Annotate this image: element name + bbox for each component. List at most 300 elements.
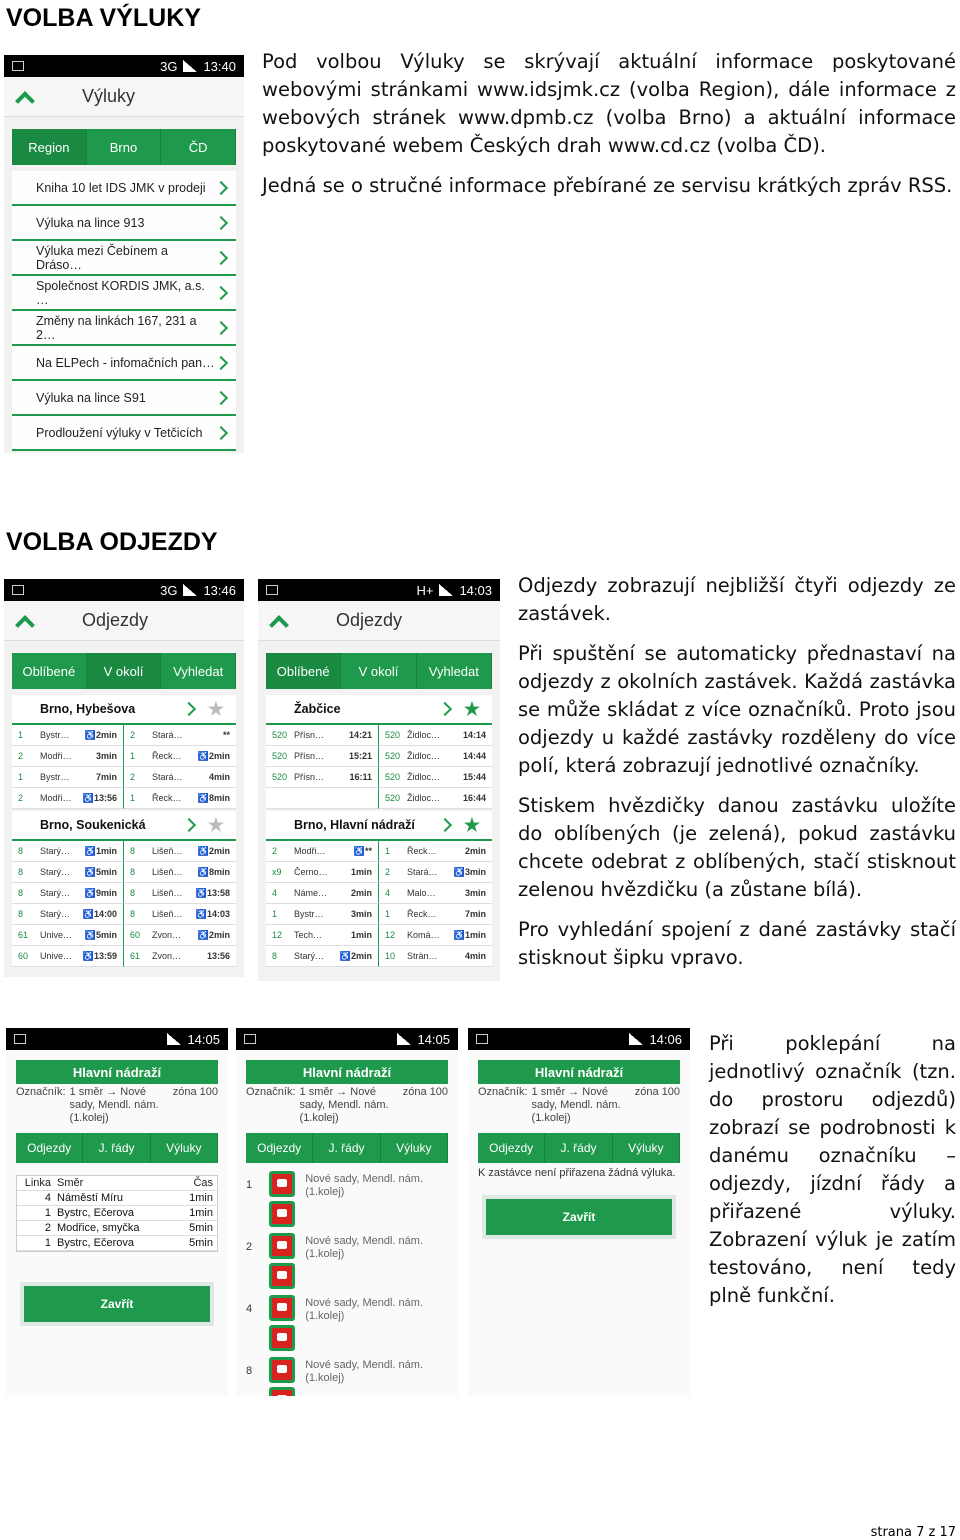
- line-number: 1: [18, 772, 24, 782]
- line-number: 520: [272, 751, 288, 761]
- info-label: Označník:: [478, 1086, 528, 1098]
- tab-vyluky[interactable]: Výluky: [151, 1133, 218, 1163]
- tab-bar: [266, 653, 492, 689]
- notification-icon: [476, 1034, 488, 1044]
- destination: Řeck…: [152, 793, 182, 803]
- line-number: 8: [18, 846, 24, 856]
- departure-cell[interactable]: [124, 746, 236, 767]
- phone-screenshot-odjezdy-okoli: [4, 579, 244, 977]
- line-number: 520: [272, 772, 288, 782]
- clock: 14:03: [459, 582, 492, 598]
- line-number: 4: [272, 888, 278, 898]
- line-number: 1: [130, 793, 136, 803]
- chevron-right-icon: [214, 390, 228, 404]
- up-arrow-icon[interactable]: [15, 615, 35, 635]
- departure-time: ♿13:58: [195, 887, 230, 898]
- line-number: 1: [272, 909, 278, 919]
- departure-time: ♿2min: [84, 729, 117, 740]
- departure-cell[interactable]: [12, 767, 124, 788]
- table-row: [17, 1221, 217, 1236]
- line-number: 2: [272, 846, 278, 856]
- departure-time: 5min: [189, 1222, 213, 1234]
- timetable-icons: [269, 1171, 295, 1227]
- up-arrow-icon[interactable]: [269, 615, 289, 635]
- destination: Židloc…: [407, 751, 441, 761]
- departure-cell[interactable]: [266, 788, 379, 809]
- departure-cell[interactable]: [266, 746, 379, 767]
- signal-icon: [397, 1033, 411, 1045]
- departure-time: ♿14:03: [195, 908, 230, 919]
- paragraph: Pod volbou Výluky se skrývají aktuální informace poskytované webovými stránkami www.idsjmk.cz (volba Region), dále informace z webových stránek www.dpmb.cz (volba Brno) a aktuální informace poskytované webem Českých drah www.cd.cz (volba ČD).: [262, 50, 956, 157]
- bus-icon[interactable]: [269, 1357, 295, 1383]
- modal-title: Hlavní nádraží: [16, 1060, 218, 1084]
- info-label: Označník:: [16, 1086, 66, 1098]
- clock: 14:06: [649, 1031, 682, 1047]
- stop-header[interactable]: [266, 695, 492, 725]
- departure-cell[interactable]: [12, 946, 124, 967]
- departure-grid[interactable]: [266, 725, 492, 809]
- departure-cell[interactable]: [12, 788, 124, 809]
- list-item-label: Výluka mezi Čebínem a Dráso…: [36, 243, 169, 272]
- destination: Řeck…: [152, 751, 182, 761]
- tab-v-okoli[interactable]: V okolí: [341, 653, 416, 689]
- departure-cell[interactable]: [124, 925, 236, 946]
- departure-time: ♿2min: [197, 845, 230, 856]
- line-number: 2: [246, 1241, 253, 1253]
- departure-time: ♿2min: [339, 950, 372, 961]
- destination: Židloc…: [407, 772, 441, 782]
- departure-cell[interactable]: [124, 883, 236, 904]
- info-zone: zóna 100: [402, 1086, 448, 1098]
- destination: Řeck…: [407, 909, 437, 919]
- departure-cell[interactable]: [266, 904, 379, 925]
- timetable-item[interactable]: [246, 1357, 448, 1396]
- destination: Modři…: [40, 751, 72, 761]
- notification-icon: [244, 1034, 256, 1044]
- info-direction: 1 směr → Nové sady, Mendl. nám. (1.kolej): [299, 1086, 389, 1124]
- clock: 13:40: [203, 58, 236, 74]
- departure-cell[interactable]: [379, 904, 492, 925]
- tab-vyluky[interactable]: Výluky: [381, 1133, 448, 1163]
- line-number: 2: [130, 772, 136, 782]
- destination: Unive…: [40, 951, 73, 961]
- phone-screenshot-vyluky: [4, 55, 244, 453]
- tab-cd[interactable]: ČD: [161, 129, 236, 165]
- departure-time: ♿2min: [197, 750, 230, 761]
- departure-cell[interactable]: [12, 841, 124, 862]
- direction-description: Nové sady, Mendl. nám. (1.kolej): [305, 1359, 423, 1384]
- destination: Tech…: [294, 930, 323, 940]
- list-item[interactable]: [12, 346, 236, 381]
- departure-cell[interactable]: [12, 904, 124, 925]
- departure-cell[interactable]: [124, 788, 236, 809]
- no-outage-message: K zastávce není přiřazena žádná výluka.: [478, 1167, 676, 1179]
- tab-j-rady[interactable]: J. řády: [545, 1133, 612, 1163]
- line-number: 2: [130, 730, 136, 740]
- direction: Bystrc, Ečerova: [57, 1207, 135, 1219]
- direction: Náměstí Míru: [57, 1192, 124, 1204]
- section-heading-vyluky: VOLBA VÝLUKY: [6, 4, 201, 32]
- destination: Starý…: [40, 888, 71, 898]
- line-number: 8: [18, 888, 24, 898]
- departure-cell[interactable]: [379, 725, 492, 746]
- bus-icon[interactable]: [269, 1295, 295, 1321]
- tab-oblibene[interactable]: Oblíbené: [12, 653, 87, 689]
- list-item-label: Společnost KORDIS JMK, a.s. …: [36, 278, 205, 307]
- departure-cell[interactable]: [266, 841, 379, 862]
- app-title: Výluky: [82, 86, 136, 106]
- line-number: 1: [44, 1237, 51, 1249]
- direction-description: Nové sady, Mendl. nám. (1.kolej): [305, 1235, 423, 1260]
- network-indicator: 3G: [160, 58, 178, 74]
- paragraph: Pro vyhledání spojení z dané zastávky stačí stisknout šipku vpravo.: [518, 918, 956, 969]
- departure-time: 14:21: [348, 730, 372, 740]
- tab-vyluky[interactable]: Výluky: [613, 1133, 680, 1163]
- destination: Řeck…: [407, 846, 437, 856]
- chevron-right-icon: [214, 180, 228, 194]
- departure-cell[interactable]: [12, 725, 124, 746]
- destination: Náme…: [294, 888, 328, 898]
- departure-cell[interactable]: [12, 862, 124, 883]
- departure-time: ♿8min: [197, 866, 230, 877]
- timetable-item[interactable]: [246, 1233, 448, 1295]
- column-header: Směr: [57, 1177, 84, 1189]
- destination: Přísn…: [294, 751, 325, 761]
- chevron-right-icon[interactable]: [438, 702, 452, 716]
- destination: Starý…: [40, 846, 71, 856]
- departure-time: ♿**: [353, 845, 372, 856]
- tab-vyhledat[interactable]: Vyhledat: [161, 653, 236, 689]
- list-item-label: Na ELPech - infomačních pan…: [36, 355, 215, 370]
- line-number: 60: [18, 951, 29, 961]
- line-number: 520: [385, 730, 401, 740]
- page-number: strana 7 z 17: [870, 1525, 956, 1540]
- timetable-icons: [269, 1357, 295, 1396]
- list-item[interactable]: [12, 381, 236, 416]
- tab-brno[interactable]: Brno: [87, 129, 162, 165]
- close-button[interactable]: Zavřít: [20, 1282, 214, 1326]
- up-arrow-icon[interactable]: [15, 91, 35, 111]
- line-number: 1: [44, 1207, 51, 1219]
- departure-time: 15:21: [348, 751, 372, 761]
- departure-time: 15:44: [462, 772, 486, 782]
- phone-screenshot-detail-odjezdy: [6, 1028, 228, 1396]
- departure-time: 2min: [464, 846, 486, 856]
- departure-cell[interactable]: [124, 904, 236, 925]
- departure-time: ♿2min: [197, 929, 230, 940]
- network-indicator: H+: [416, 582, 434, 598]
- line-number: 520: [385, 751, 401, 761]
- chevron-right-icon: [214, 425, 228, 439]
- chevron-right-icon[interactable]: [182, 702, 196, 716]
- destination: Bystr…: [294, 909, 324, 919]
- tab-odjezdy[interactable]: Odjezdy: [478, 1133, 545, 1163]
- destination: Starý…: [40, 867, 71, 877]
- departure-cell[interactable]: [379, 841, 492, 862]
- line-number: 2: [18, 793, 24, 803]
- bus-icon[interactable]: [269, 1263, 295, 1289]
- destination: Bystr…: [40, 772, 70, 782]
- departure-time: ♿1min: [453, 929, 486, 940]
- line-number: 2: [44, 1222, 51, 1234]
- departure-cell[interactable]: [266, 767, 379, 788]
- info-direction: 1 směr → Nové sady, Mendl. nám. (1.kolej): [531, 1086, 621, 1124]
- destination: Černo…: [294, 867, 328, 877]
- chevron-right-icon: [214, 250, 228, 264]
- line-number: 4: [385, 888, 391, 898]
- departure-time: ♿5min: [84, 866, 117, 877]
- departure-grid[interactable]: [12, 725, 236, 809]
- chevron-right-icon[interactable]: [438, 818, 452, 832]
- section3-text: [709, 1030, 956, 1322]
- line-number: 8: [130, 867, 136, 877]
- line-number: 1: [130, 751, 136, 761]
- line-number: 12: [385, 930, 396, 940]
- departure-cell[interactable]: [124, 767, 236, 788]
- stop-name: Brno, Hybešova: [40, 702, 136, 716]
- departure-time: 14:14: [462, 730, 486, 740]
- paragraph: Jedná se o stručné informace přebírané ze servisu krátkých zpráv RSS.: [262, 174, 953, 197]
- list-item[interactable]: [12, 241, 236, 276]
- bus-icon[interactable]: [269, 1387, 295, 1396]
- departure-cell[interactable]: [266, 862, 379, 883]
- signal-icon: [167, 1033, 181, 1045]
- destination: Malo…: [407, 888, 436, 898]
- destination: Židloc…: [407, 730, 441, 740]
- departure-time: 16:44: [462, 793, 486, 803]
- line-number: 8: [130, 846, 136, 856]
- departure-time: 4min: [208, 772, 230, 782]
- list-item-label: Výluka na lince 913: [36, 215, 145, 230]
- destination: Modři…: [40, 793, 72, 803]
- app-header: [4, 601, 244, 641]
- info-direction: 1 směr → Nové sady, Mendl. nám. (1.kolej): [69, 1086, 159, 1124]
- favorite-star-icon[interactable]: ★: [463, 698, 480, 719]
- chevron-right-icon: [214, 355, 228, 369]
- modal-title: Hlavní nádraží: [246, 1060, 448, 1084]
- departure-time: ♿1min: [84, 845, 117, 856]
- clock: 13:46: [203, 582, 236, 598]
- direction: Bystrc, Ečerova: [57, 1237, 135, 1249]
- section2-text: [518, 572, 956, 984]
- paragraph: Při spuštění se automaticky přednastaví na odjezdy z okolních zastávek. Každá zastávka se může skládat z více označníků. Proto jsou odjezdy u každé zastávky rozděleny do více polí, která zobrazují jednotlivé označníky.: [518, 642, 956, 777]
- status-bar: [6, 1028, 228, 1050]
- departure-cell[interactable]: [266, 925, 379, 946]
- line-number: 8: [272, 951, 278, 961]
- departure-time: 4min: [464, 951, 486, 961]
- line-number: 10: [385, 951, 396, 961]
- network-indicator: 3G: [160, 582, 178, 598]
- destination: Lišeň…: [152, 909, 183, 919]
- tab-region[interactable]: Region: [12, 129, 87, 165]
- line-number: 12: [272, 930, 283, 940]
- line-number: 8: [130, 909, 136, 919]
- line-number: 520: [385, 793, 401, 803]
- departure-cell[interactable]: [12, 883, 124, 904]
- bus-icon[interactable]: [269, 1201, 295, 1227]
- stop-header[interactable]: [12, 811, 236, 841]
- departure-time: ♿9min: [84, 887, 117, 898]
- clock: 14:05: [187, 1031, 220, 1047]
- departure-cell[interactable]: [379, 883, 492, 904]
- departure-cell[interactable]: [379, 767, 492, 788]
- timetable-item[interactable]: [246, 1171, 448, 1233]
- timetable-item[interactable]: [246, 1295, 448, 1357]
- tab-j-rady[interactable]: J. řády: [313, 1133, 380, 1163]
- chevron-right-icon[interactable]: [182, 818, 196, 832]
- chevron-right-icon: [214, 215, 228, 229]
- destination: Bystr…: [40, 730, 70, 740]
- stop-name: Brno, Hlavní nádraží: [294, 818, 415, 832]
- departure-time: 13:56: [206, 951, 230, 961]
- close-button[interactable]: Zavřít: [482, 1195, 676, 1239]
- list-item[interactable]: [12, 206, 236, 241]
- bus-icon[interactable]: [269, 1325, 295, 1351]
- bus-icon[interactable]: [269, 1171, 295, 1197]
- destination: Starý…: [40, 909, 71, 919]
- app-title: Odjezdy: [82, 610, 149, 630]
- destination: Unive…: [40, 930, 73, 940]
- destination: Starý…: [294, 951, 325, 961]
- notification-icon: [12, 585, 24, 595]
- line-number: 1: [246, 1179, 253, 1191]
- app-title: Odjezdy: [336, 610, 403, 630]
- departure-time: 3min: [350, 909, 372, 919]
- departure-time: 1min: [350, 867, 372, 877]
- destination: Lišeň…: [152, 846, 183, 856]
- departure-time: ♿8min: [197, 792, 230, 803]
- column-header: Linka: [24, 1177, 51, 1189]
- line-number: x9: [272, 867, 282, 877]
- favorite-star-icon[interactable]: ★: [207, 698, 224, 719]
- bus-icon[interactable]: [269, 1233, 295, 1259]
- paragraph: Odjezdy zobrazují nejbližší čtyři odjezdy ze zastávek.: [518, 574, 956, 625]
- stops-list: [4, 695, 244, 967]
- list-item-label: Změny na linkách 167, 231 a 2…: [36, 313, 197, 342]
- departure-grid[interactable]: [12, 841, 236, 967]
- departure-time: ♿3min: [453, 866, 486, 877]
- departure-time: 5min: [189, 1237, 213, 1249]
- modal-info: [478, 1086, 680, 1125]
- departure-cell[interactable]: [379, 862, 492, 883]
- departure-cell[interactable]: [379, 746, 492, 767]
- departure-time: **: [222, 730, 230, 740]
- departure-cell[interactable]: [379, 788, 492, 809]
- tab-odjezdy[interactable]: Odjezdy: [246, 1133, 313, 1163]
- departure-time: 7min: [464, 909, 486, 919]
- line-number: 60: [130, 930, 141, 940]
- line-number: 1: [18, 730, 24, 740]
- section-heading-odjezdy: VOLBA ODJEZDY: [6, 528, 218, 556]
- departure-time: ♿13:59: [82, 950, 117, 961]
- modal-title: Hlavní nádraží: [478, 1060, 680, 1084]
- direction-description: Nové sady, Mendl. nám. (1.kolej): [305, 1297, 423, 1322]
- departure-cell[interactable]: [266, 883, 379, 904]
- departure-time: 2min: [350, 888, 372, 898]
- departure-cell[interactable]: [379, 946, 492, 967]
- phone-screenshot-odjezdy-oblibene: [258, 579, 500, 981]
- status-bar: [4, 55, 244, 77]
- modal-tabs: [246, 1133, 448, 1163]
- list-item[interactable]: [12, 171, 236, 206]
- departure-grid[interactable]: [266, 841, 492, 967]
- stop-name: Žabčice: [294, 702, 341, 716]
- chevron-right-icon: [214, 320, 228, 334]
- tab-j-rady[interactable]: J. řády: [83, 1133, 150, 1163]
- modal-info: [246, 1086, 448, 1125]
- stop-header[interactable]: [12, 695, 236, 725]
- departure-cell[interactable]: [12, 925, 124, 946]
- phone-screenshot-detail-jrady: [236, 1028, 458, 1396]
- departure-cell[interactable]: [266, 725, 379, 746]
- line-number: 1: [385, 909, 391, 919]
- stop-name: Brno, Soukenická: [40, 818, 146, 832]
- favorite-star-icon[interactable]: ★: [463, 814, 480, 835]
- line-number: 8: [130, 888, 136, 898]
- notification-icon: [14, 1034, 26, 1044]
- departure-cell[interactable]: [124, 841, 236, 862]
- tab-v-okoli[interactable]: V okolí: [87, 653, 162, 689]
- departure-cell[interactable]: [124, 725, 236, 746]
- line-number: 61: [18, 930, 29, 940]
- list-item-label: Výluka na lince S91: [36, 390, 146, 405]
- destination: Modři…: [294, 846, 326, 856]
- table-row: [17, 1236, 217, 1251]
- tab-oblibene[interactable]: Oblíbené: [266, 653, 341, 689]
- tab-odjezdy[interactable]: Odjezdy: [16, 1133, 83, 1163]
- chevron-right-icon: [214, 285, 228, 299]
- tab-bar: [12, 129, 236, 165]
- tab-vyhledat[interactable]: Vyhledat: [417, 653, 492, 689]
- departure-time: 14:44: [462, 751, 486, 761]
- info-zone: zóna 100: [634, 1086, 680, 1098]
- departure-cell[interactable]: [124, 862, 236, 883]
- phone-screenshot-detail-vyluky: [468, 1028, 690, 1396]
- departure-cell[interactable]: [12, 746, 124, 767]
- vyluky-list: [4, 171, 244, 451]
- line-number: 520: [385, 772, 401, 782]
- info-label: Označník:: [246, 1086, 296, 1098]
- line-number: 61: [130, 951, 141, 961]
- departure-cell[interactable]: [266, 946, 379, 967]
- line-number: 2: [385, 867, 391, 877]
- departure-cell[interactable]: [124, 946, 236, 967]
- notification-icon: [266, 585, 278, 595]
- list-item[interactable]: [12, 276, 236, 311]
- list-item-label: Prodloužení výluky v Tetčicích: [36, 425, 203, 440]
- departure-time: 16:11: [349, 772, 372, 782]
- destination: Lišeň…: [152, 867, 183, 877]
- departure-time: 3min: [95, 751, 117, 761]
- departure-cell[interactable]: [379, 925, 492, 946]
- stops-list: [258, 695, 500, 967]
- modal-tabs: [16, 1133, 218, 1163]
- list-item[interactable]: [12, 311, 236, 346]
- destination: Zvon…: [152, 951, 182, 961]
- departure-time: ♿14:00: [82, 908, 117, 919]
- list-item[interactable]: [12, 416, 236, 451]
- stop-header[interactable]: [266, 811, 492, 841]
- info-zone: zóna 100: [172, 1086, 218, 1098]
- modal-info: [16, 1086, 218, 1125]
- column-header: Čas: [193, 1177, 213, 1189]
- destination: Komá…: [407, 930, 440, 940]
- departure-time: 3min: [464, 888, 486, 898]
- app-header: [258, 601, 500, 641]
- destination: Stará…: [152, 772, 183, 782]
- favorite-star-icon[interactable]: ★: [207, 814, 224, 835]
- departure-time: 1min: [350, 930, 372, 940]
